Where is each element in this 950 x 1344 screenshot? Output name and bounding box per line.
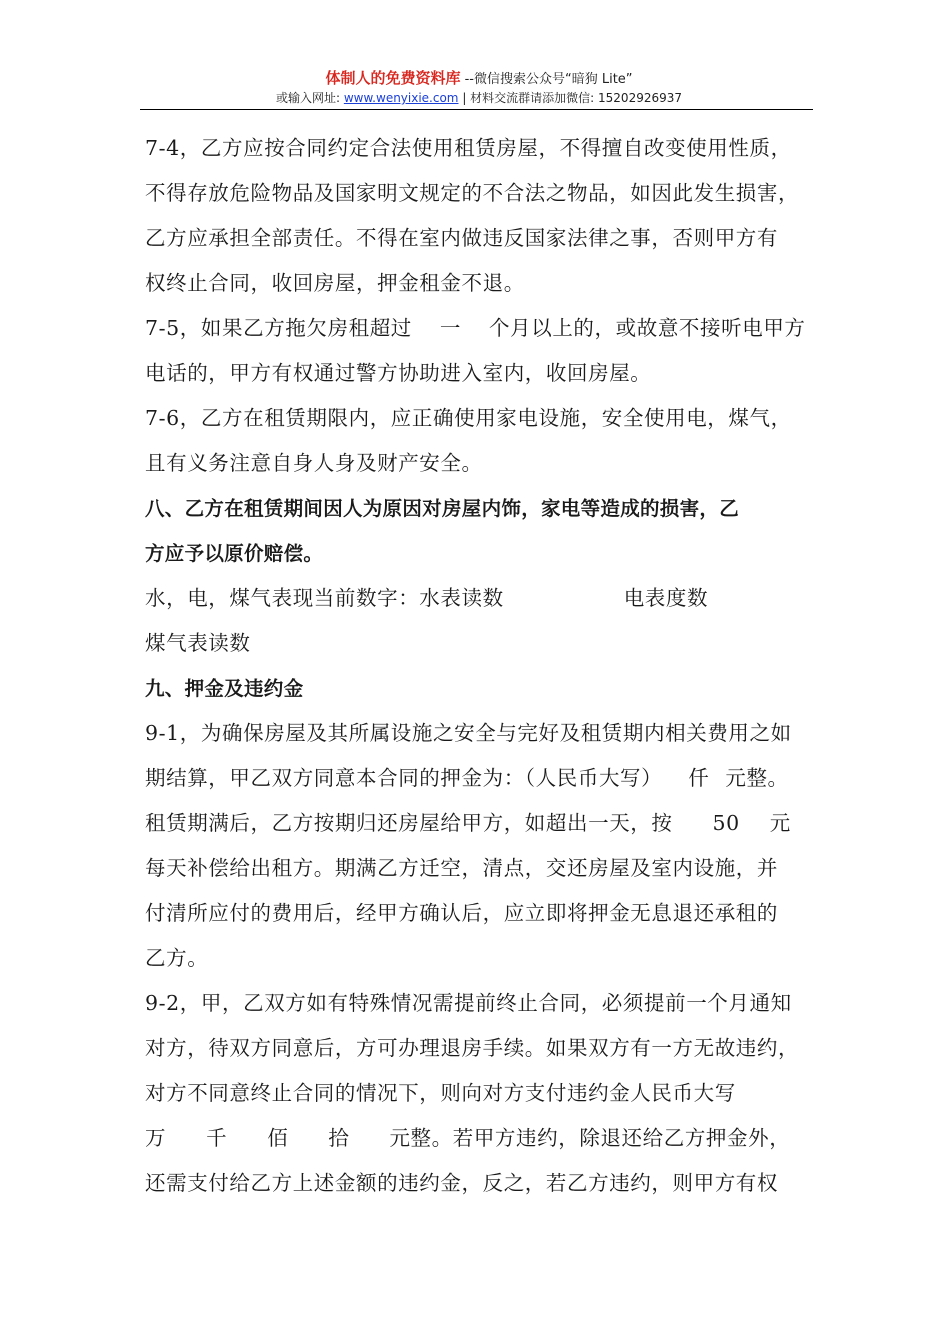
text-segment: 个月以上的，或故意不接听电甲方 (489, 316, 806, 340)
text-segment: 期结算，甲乙双方同意本合同的押金为：（人民币大写） (145, 766, 663, 790)
paragraph-line: 9-1，为确保房屋及其所属设施之安全与完好及租赁期内相关费用之如 (145, 721, 792, 745)
paragraph-line: 对方，待双方同意后，方可办理退房手续。如果双方有一方无故违约， (145, 1036, 800, 1060)
fill-in-daily-fee: 50 (712, 811, 740, 835)
paragraph-line: 乙方应承担全部责任。不得在室内做违反国家法律之事，否则甲方有 (145, 226, 778, 250)
amount-unit: 千 (206, 1126, 228, 1150)
text-segment: 元 (769, 811, 791, 835)
text-segment: 水，电，煤气表现当前数字：水表读数 (145, 586, 504, 610)
paragraph-line: 且有义务注意自身人身及财产安全。 (145, 451, 483, 475)
paragraph-line: 7-6，乙方在租赁期限内，应正确使用家电设施，安全使用电，煤气， (145, 406, 792, 430)
header-tagline: --微信搜索公众号“暗狗 Lite” (460, 72, 633, 87)
paragraph-line: 付清所应付的费用后，经甲方确认后，应立即将押金无息退还承租的 (145, 901, 778, 925)
text-segment: 元整。若甲方违约，除退还给乙方押金外， (389, 1126, 791, 1150)
text-segment: 电表度数 (623, 586, 709, 610)
text-segment: 租赁期满后，乙方按期归还房屋给甲方，如超出一天，按 (145, 811, 673, 835)
website-link[interactable]: www.wenyixie.com (343, 91, 459, 105)
paragraph-line (145, 756, 810, 801)
section-heading-line: 九、押金及违约金 (145, 677, 304, 700)
paragraph-line (145, 801, 810, 846)
amount-unit: 佰 (267, 1126, 289, 1150)
watermark-header (145, 68, 813, 106)
contact-text: | 材料交流群请添加微信: 15202926937 (458, 91, 683, 105)
amount-unit: 拾 (328, 1126, 350, 1150)
paragraph-line (145, 306, 810, 351)
header-line-1 (145, 68, 813, 90)
paragraph-line: 煤气表读数 (145, 631, 251, 655)
header-divider (140, 109, 813, 110)
paragraph-line: 每天补偿给出租方。期满乙方迁空，清点，交还房屋及室内设施，并 (145, 856, 778, 880)
paragraph-line: 9-2，甲，乙双方如有特殊情况需提前终止合同，必须提前一个月通知 (145, 991, 792, 1015)
fill-in-months: 一 (439, 316, 462, 340)
paragraph-line: 对方不同意终止合同的情况下，则向对方支付违约金人民币大写 (145, 1081, 736, 1105)
url-prefix: 或输入网址: (275, 91, 344, 105)
amount-unit: 万 (145, 1126, 167, 1150)
brand-title: 体制人的免费资料库 (325, 69, 461, 87)
paragraph-line: 7-4，乙方应按合同约定合法使用租赁房屋，不得擅自改变使用性质， (145, 136, 792, 160)
text-segment: 7-5，如果乙方拖欠房租超过 (145, 316, 412, 340)
paragraph-line: 还需支付给乙方上述金额的违约金，反之，若乙方违约，则甲方有权 (145, 1171, 778, 1195)
paragraph-line (145, 1116, 810, 1161)
header-line-2 (145, 90, 813, 106)
document-body (145, 126, 810, 1206)
paragraph-line: 不得存放危险物品及国家明文规定的不合法之物品，如因此发生损害， (145, 181, 800, 205)
text-segment: 元整。 (725, 766, 789, 790)
paragraph-line (145, 576, 810, 621)
paragraph-line: 权终止合同，收回房屋，押金租金不退。 (145, 271, 525, 295)
paragraph-line: 乙方。 (145, 946, 209, 970)
section-heading-line: 方应予以原价赔偿。 (145, 542, 324, 565)
fill-in-deposit: 仟 (688, 766, 710, 790)
paragraph-line: 电话的，甲方有权通过警方协助进入室内，收回房屋。 (145, 361, 652, 385)
section-heading-line: 八、乙方在租赁期间因人为原因对房屋内饰，家电等造成的损害，乙 (145, 497, 740, 520)
